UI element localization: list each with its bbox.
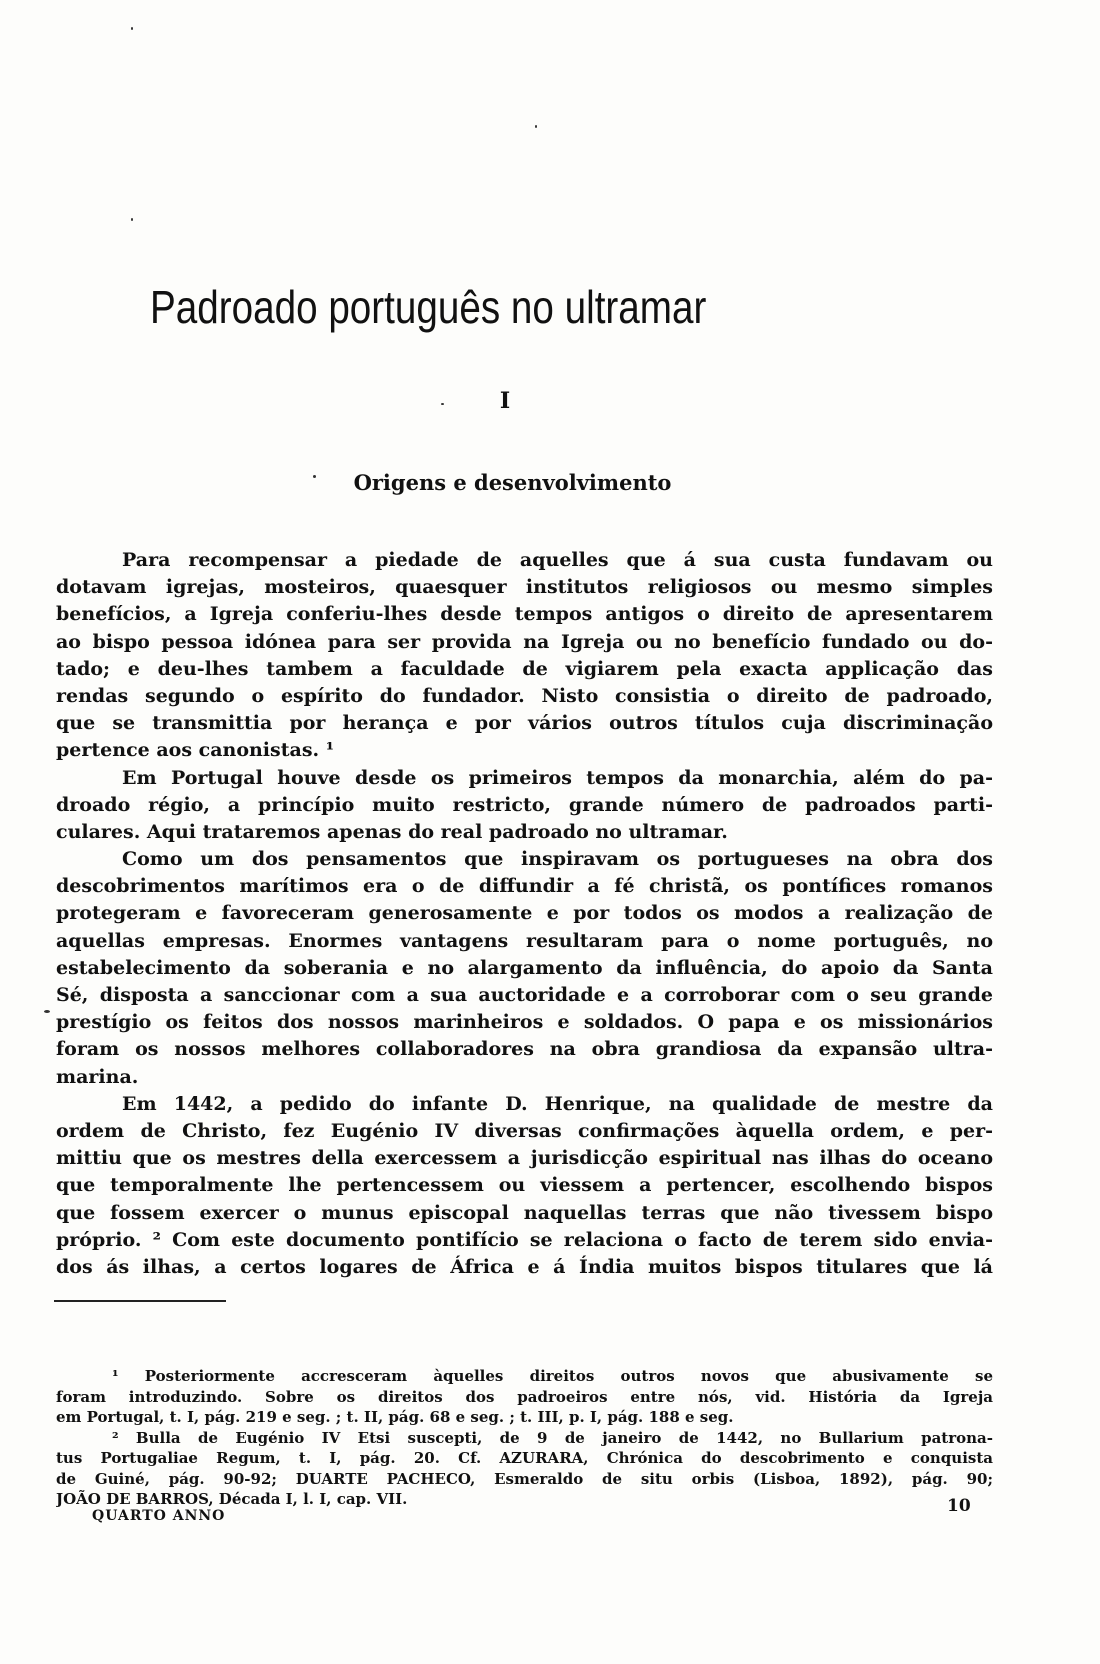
print-speck <box>535 125 537 128</box>
body-line: rendas segundo o espírito do fundador. Nisto consistia o direito de padroado, <box>56 684 993 707</box>
body-line: Em Portugal houve desde os primeiros tempos da monarchia, além do pa- <box>122 766 993 789</box>
footnotes <box>56 1366 993 1510</box>
body-line: que se transmittia por herança e por vários outros títulos cuja discriminação <box>56 712 993 735</box>
body-line: tado; e deu-lhes tambem a faculdade de vigiarem pela exacta applicação das <box>56 657 993 680</box>
body-line: Em 1442, a pedido do infante D. Henrique, na qualidade de mestre da <box>122 1092 993 1115</box>
print-speck <box>44 1010 50 1013</box>
footnote-line: ² Bulla de Eugénio IV Etsi suscepti, de 9 de janeiro de 1442, no Bullarium patrona- <box>112 1428 993 1447</box>
page-number: 10 <box>947 1496 971 1516</box>
print-speck <box>441 403 444 405</box>
print-speck <box>131 27 133 30</box>
body-line: dotavam igrejas, mosteiros, quaesquer institutos religiosos ou mesmo simples <box>56 576 993 599</box>
body-line: Sé, disposta a sanccionar com a sua auctoridade e a corroborar com o seu grande <box>56 984 993 1006</box>
body-line: marina. <box>56 1065 139 1088</box>
body-line: ordem de Christo, fez Eugénio IV diversas confirmações àquella ordem, e per- <box>56 1119 993 1142</box>
body-line: Para recompensar a piedade de aquelles que á sua custa fundavam ou <box>122 549 993 571</box>
body-line: pertence aos canonistas. ¹ <box>56 739 335 762</box>
footnote-line: tus Portugaliae Regum, t. I, pág. 20. Cf. AZURARA, Chrónica do descobrimento e conquista <box>56 1449 993 1467</box>
body-text <box>56 547 993 1281</box>
print-speck <box>131 218 133 221</box>
body-line: dos ás ilhas, a certos logares de África e á Índia muitos bispos titulares que lá <box>56 1255 993 1278</box>
body-line: aquellas empresas. Enormes vantagens resultaram para o nome português, no <box>56 929 993 952</box>
body-line: ao bispo pessoa idónea para ser provida na Igreja ou no benefício fundado ou do- <box>56 630 993 653</box>
body-line: estabelecimento da soberania e no alargamento da influência, do apoio da Santa <box>56 956 993 979</box>
body-line: benefícios, a Igreja conferiu-lhes desde tempos antigos o direito de apresentarem <box>56 603 993 626</box>
body-line: próprio. ² Com este documento pontifício se relaciona o facto de terem sido envia- <box>56 1228 993 1251</box>
footnote-line: em Portugal, t. I, pág. 219 e seg. ; t. II, pág. 68 e seg. ; t. III, p. I, pág. 188 e seg. <box>56 1408 734 1426</box>
section-title: Origens e desenvolvimento <box>353 470 672 495</box>
print-speck <box>313 475 316 478</box>
printer-signature: QUARTO ANNO <box>92 1508 226 1524</box>
page-title: Padroado português no ultramar <box>150 281 707 333</box>
body-line: descobrimentos marítimos era o de diffundir a fé christã, os pontífices romanos <box>56 875 993 898</box>
body-line: prestígio os feitos dos nossos marinheiros e soldados. O papa e os missionários <box>56 1011 993 1034</box>
body-line: culares. Aqui trataremos apenas do real padroado no ultramar. <box>56 820 728 843</box>
body-line: protegeram e favoreceram generosamente e por todos os modos a realização de <box>56 902 993 925</box>
footnote-line: foram introduzindo. Sobre os direitos dos padroeiros entre nós, vid. História da Igreja <box>56 1387 993 1406</box>
body-line: foram os nossos melhores collaboradores na obra grandiosa da expansão ultra- <box>56 1038 993 1061</box>
footnote-line: ¹ Posteriormente accresceram àquelles direitos outros novos que abusivamente se <box>112 1367 993 1385</box>
body-line: mittiu que os mestres della exercessem a jurisdicção espiritual nas ilhas do oceano <box>56 1147 993 1170</box>
body-line: droado régio, a princípio muito restricto, grande número de padroados parti- <box>56 793 993 816</box>
body-line: Como um dos pensamentos que inspiravam os portugueses na obra dos <box>122 848 993 871</box>
body-line: que temporalmente lhe pertencessem ou viessem a pertencer, escolhendo bispos <box>56 1174 993 1197</box>
body-line: que fossem exercer o munus episcopal naquellas terras que não tivessem bispo <box>56 1201 993 1224</box>
footnote-line: de Guiné, pág. 90-92; DUARTE PACHECO, Esmeraldo de situ orbis (Lisboa, 1892), pág. 90; <box>56 1469 993 1488</box>
footnote-separator <box>54 1300 226 1302</box>
section-number: I <box>499 388 511 414</box>
footnote-line: JOÃO DE BARROS, Década I, l. I, cap. VII. <box>56 1490 408 1508</box>
